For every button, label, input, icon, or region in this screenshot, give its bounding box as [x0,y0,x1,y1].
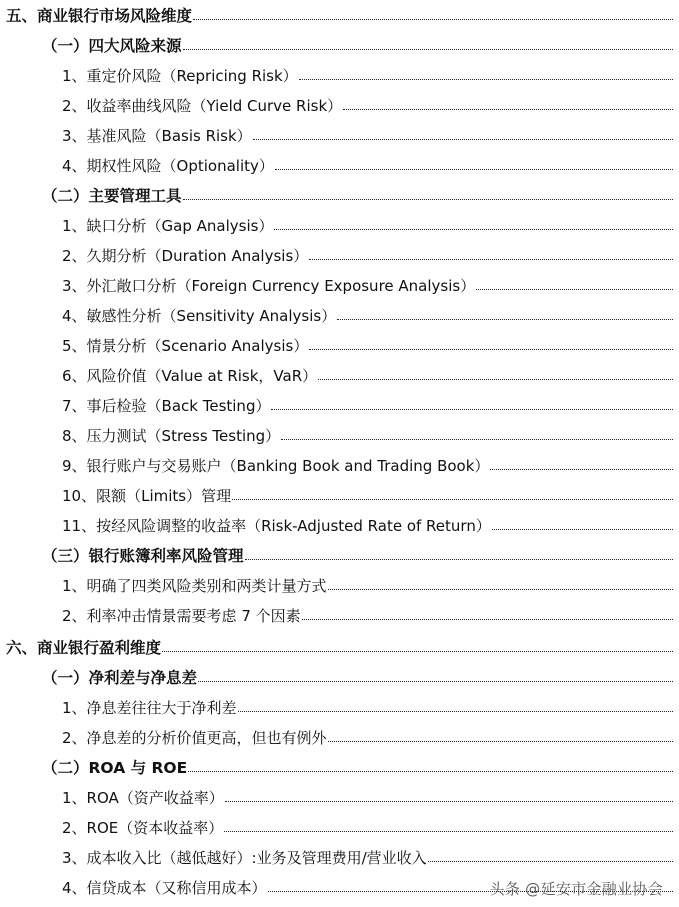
dot-leader [343,109,673,110]
toc-entry-label: 4、敏感性分析（Sensitivity Analysis） [62,306,337,325]
toc-entry-label: （一）四大风险来源 [42,37,182,55]
dot-leader [428,861,673,862]
toc-item[interactable] [62,150,673,180]
toc-item[interactable] [62,480,673,510]
toc-item[interactable] [62,360,673,390]
dot-leader [183,199,673,200]
dot-leader [490,469,673,470]
dot-leader [492,529,673,530]
toc-item[interactable] [62,812,673,842]
dot-leader [318,379,673,380]
toc-entry-label: 9、银行账户与交易账户（Banking Book and Trading Book） [62,456,490,475]
toc-entry-label: 8、压力测试（Stress Testing） [62,426,281,445]
dot-leader [274,229,673,230]
toc-entry-label: 1、ROA（资产收益率） [62,788,224,807]
toc-item[interactable] [62,510,673,540]
toc-item[interactable] [62,842,673,872]
dot-leader [299,79,673,80]
toc-entry-label: 3、成本收入比（越低越好）:业务及管理费用/营业收入 [62,848,427,867]
toc-item[interactable] [62,300,673,330]
dot-leader [328,589,673,590]
dot-leader [476,289,673,290]
toc-entry-label: 2、收益率曲线风险（Yield Curve Risk） [62,96,343,115]
dot-leader [245,559,673,560]
toc-entry-label: 6、风险价值（Value at Risk，VaR） [62,366,318,385]
toc-item[interactable] [62,120,673,150]
toc-subheading[interactable] [42,540,673,570]
toc-entry-label: 五、商业银行市场风险维度 [6,7,193,25]
toc-item[interactable] [62,330,673,360]
watermark: 头条 @延安市金融业协会 [489,880,663,898]
toc-item[interactable] [62,60,673,90]
toc-entry-label: （一）净利差与净息差 [42,669,198,687]
toc-item[interactable] [62,600,673,630]
toc-entry-label: 2、ROE（资本收益率） [62,818,224,837]
dot-leader [162,651,673,652]
dot-leader [337,319,673,320]
toc-entry-label: （三）银行账簿利率风险管理 [42,547,244,565]
toc-entry-label: 3、基准风险（Basis Risk） [62,126,252,145]
dot-leader [275,169,673,170]
toc-entry-label: （二）主要管理工具 [42,187,182,205]
toc-subheading[interactable] [42,30,673,60]
dot-leader [198,681,673,682]
toc-entry-label: 1、净息差往往大于净利差 [62,698,237,717]
toc-subheading[interactable] [42,662,673,692]
dot-leader [224,831,673,832]
toc-subheading[interactable] [42,180,673,210]
dot-leader [188,771,673,772]
toc-entry-label: （二）ROA 与 ROE [42,759,188,777]
toc-item[interactable] [62,722,673,752]
dot-leader [302,619,673,620]
dot-leader [183,49,673,50]
dot-leader [309,349,673,350]
toc-entry-label: 4、期权性风险（Optionality） [62,156,274,175]
toc-entry-label: 1、明确了四类风险类别和两类计量方式 [62,576,327,595]
toc-item[interactable] [62,270,673,300]
toc-item[interactable] [62,570,673,600]
toc-item[interactable] [62,692,673,722]
dot-leader [232,499,673,500]
toc-item[interactable] [62,210,673,240]
toc-entry-label: 1、重定价风险（Repricing Risk） [62,66,298,85]
toc-item[interactable] [62,90,673,120]
dot-leader [225,801,673,802]
toc-heading[interactable] [6,632,673,662]
toc-entry-label: 10、限额（Limits）管理 [62,486,232,505]
toc-entry-label: 2、利率冲击情景需要考虑 7 个因素 [62,606,301,625]
toc-entry-label: 1、缺口分析（Gap Analysis） [62,216,274,235]
dot-leader [309,259,673,260]
toc-entry-label: 7、事后检验（Back Testing） [62,396,271,415]
toc-item[interactable] [62,450,673,480]
toc-item[interactable] [62,420,673,450]
dot-leader [253,139,673,140]
dot-leader [328,741,673,742]
toc-item[interactable] [62,390,673,420]
toc-entry-label: 六、商业银行盈利维度 [6,639,162,657]
dot-leader [281,439,673,440]
toc-entry-label: 2、净息差的分析价值更高，但也有例外 [62,728,327,747]
dot-leader [238,711,673,712]
dot-leader [271,409,673,410]
dot-leader [193,19,673,20]
toc-entry-label: 5、情景分析（Scenario Analysis） [62,336,309,355]
toc-entry-label: 4、信贷成本（又称信用成本） [62,878,267,897]
toc-entry-label: 11、按经风险调整的收益率（Risk-Adjusted Rate of Return） [62,516,491,535]
toc-heading[interactable] [6,0,673,30]
toc-item[interactable] [62,782,673,812]
toc-entry-label: 3、外汇敞口分析（Foreign Currency Exposure Analysis） [62,276,476,295]
toc-subheading[interactable] [42,752,673,782]
toc-item[interactable] [62,240,673,270]
toc-entry-label: 2、久期分析（Duration Analysis） [62,246,309,265]
